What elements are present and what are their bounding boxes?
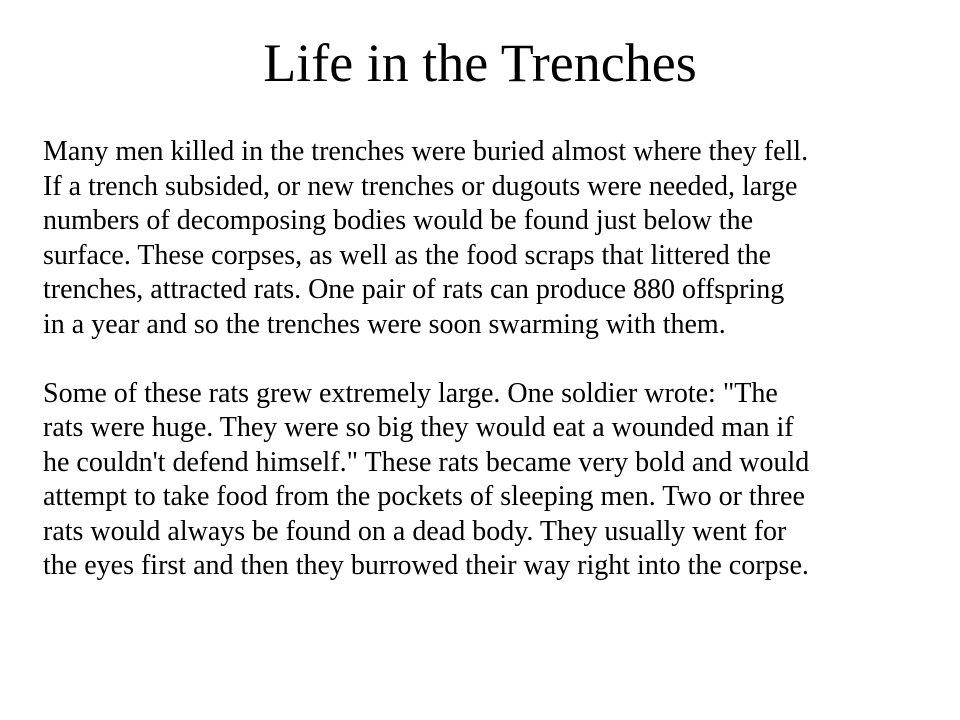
paragraph-1-line-6: in a year and so the trenches were soon swarming with them. xyxy=(43,308,726,340)
paragraph-2-line-3: he couldn't defend himself." These rats became very bold and would xyxy=(43,446,810,478)
paragraph-2-line-2: rats were huge. They were so big they would eat a wounded man if xyxy=(43,412,794,443)
paragraph-2-line-4: attempt to take food from the pockets of sleeping men. Two or three xyxy=(43,481,805,512)
paragraph-1-line-2: If a trench subsided, or new trenches or dugouts were needed, large xyxy=(43,170,798,202)
slide-body xyxy=(43,135,938,584)
paragraph-spacer xyxy=(43,342,938,377)
paragraph-2 xyxy=(43,377,938,584)
paragraph-2-line-1: Some of these rats grew extremely large. One soldier wrote: "The xyxy=(43,377,778,409)
paragraph-2-line-5: rats would always be found on a dead body. They usually went for xyxy=(43,515,787,547)
slide-title: Life in the Trenches xyxy=(263,33,697,93)
paragraph-1-line-3: numbers of decomposing bodies would be found just below the xyxy=(43,205,754,236)
paragraph-1-line-5: trenches, attracted rats. One pair of rats can produce 880 offspring xyxy=(43,274,785,305)
paragraph-1-line-4: surface. These corpses, as well as the food scraps that littered the xyxy=(43,239,771,271)
paragraph-1-line-1: Many men killed in the trenches were buried almost where they fell. xyxy=(43,136,809,167)
paragraph-1 xyxy=(43,135,938,342)
paragraph-2-line-6: the eyes first and then they burrowed their way right into the corpse. xyxy=(43,550,809,581)
